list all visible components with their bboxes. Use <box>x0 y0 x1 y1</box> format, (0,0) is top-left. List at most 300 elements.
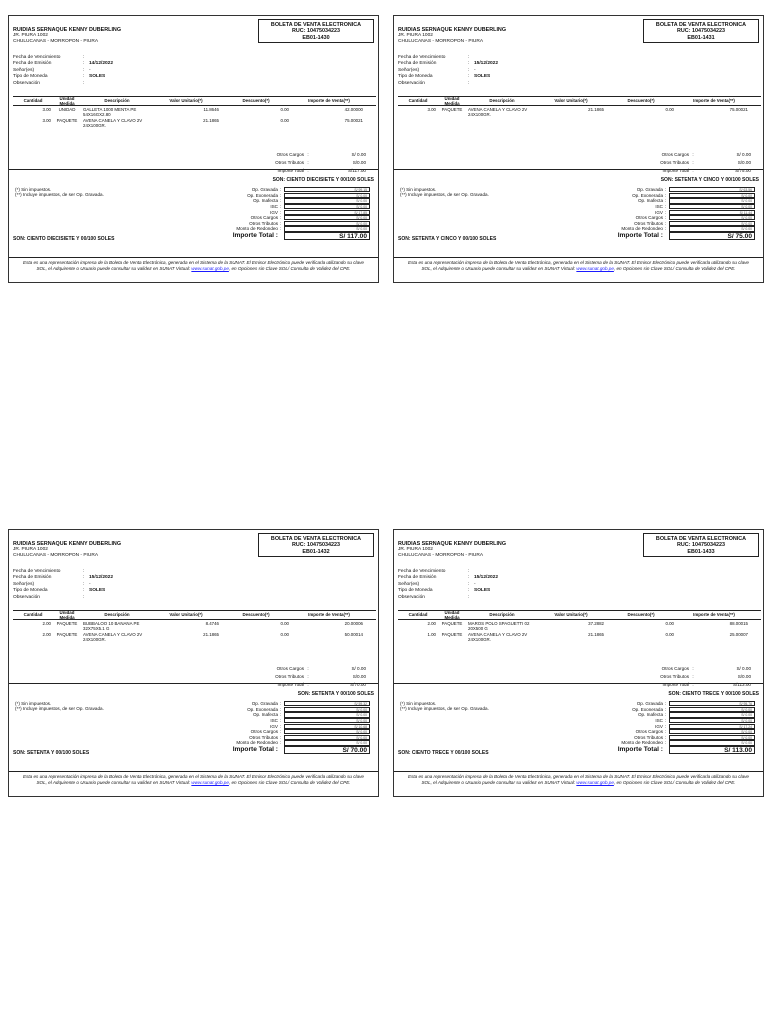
col-header-unit: Unidad Medida <box>59 95 75 106</box>
address-line: JR. PIURA 1002 <box>13 547 48 553</box>
note-line: (**) Incluye impuestos, de ser Op. Gravada. <box>400 706 489 712</box>
total-colon: : <box>665 209 667 215</box>
mid-total-value: S/0.00 <box>737 160 751 165</box>
field-colon: : <box>468 594 470 600</box>
total-value: S/ 0.00 <box>284 735 370 740</box>
total-label: Otros Tributos <box>249 220 278 226</box>
mid-total-label: Otros Tributos <box>275 674 304 679</box>
col-header-unit-value: Valor Unitario(*) <box>169 98 203 104</box>
mid-total-value: S/ 0.00 <box>736 152 751 157</box>
mid-total-value: S/75.00 <box>735 168 751 173</box>
total-colon: : <box>280 712 282 718</box>
item-discount: 0.00 <box>280 621 289 626</box>
total-value: S/ 11.44 <box>669 210 755 215</box>
note-line: (*) Sin impuestos. <box>400 701 437 706</box>
item-amount: 75.00021 <box>729 107 748 112</box>
document-number: EB01-1430 <box>302 34 330 41</box>
field-label: Señor(es) <box>13 67 35 73</box>
amount-in-words-left: SON: SETENTA Y 00/100 SOLES <box>13 750 90 756</box>
field-label: Fecha de Emisión <box>398 61 437 67</box>
total-label: Otros Cargos <box>635 729 663 735</box>
total-colon: : <box>280 701 282 707</box>
field-label: Fecha de Vencimiento <box>13 569 61 574</box>
total-label: Op. Inafecta <box>252 712 278 718</box>
mid-total-colon: : <box>307 152 309 157</box>
note-line: (*) Sin impuestos. <box>400 187 437 192</box>
total-colon: : <box>280 226 282 232</box>
field-label: Señor(es) <box>13 581 35 587</box>
section-divider <box>394 169 763 170</box>
total-colon: : <box>665 203 667 209</box>
field-label: Fecha de Emisión <box>13 61 52 67</box>
total-colon: : <box>665 717 667 723</box>
sunat-disclaimer <box>9 771 378 796</box>
note-line: (**) Incluye impuestos, de ser Op. Gravada. <box>15 706 104 712</box>
sunat-link[interactable]: www.sunat.gob.pe <box>191 266 229 272</box>
table-row <box>398 631 761 642</box>
total-label: Otros Tributos <box>249 734 278 740</box>
sunat-link[interactable]: www.sunat.gob.pe <box>576 266 614 272</box>
total-value: S/ 99.15 <box>284 187 370 192</box>
total-row <box>585 193 757 199</box>
field-colon: : <box>468 67 470 73</box>
tax-notes <box>400 187 489 198</box>
total-row <box>200 209 372 215</box>
total-row <box>585 215 757 221</box>
total-colon: : <box>280 209 282 215</box>
total-colon: : <box>665 226 667 232</box>
receipt-card <box>393 15 764 283</box>
ruc-number: RUC: 10475034223 <box>292 28 340 35</box>
field-label: Tipo de Moneda <box>398 588 433 594</box>
item-description: MAROS POLO SPAGUETTI 02 20X500 G <box>468 621 530 632</box>
total-row <box>200 204 372 210</box>
document-id-box <box>258 19 374 43</box>
issuer-block <box>13 541 243 558</box>
total-colon: : <box>665 734 667 740</box>
total-row <box>585 226 757 232</box>
document-type: BOLETA DE VENTA ELECTRONICA <box>655 536 747 542</box>
col-header-description: Descripción <box>489 612 515 618</box>
total-value: S/ 0.00 <box>669 707 755 712</box>
grand-total-value: S/ 70.00 <box>284 746 370 754</box>
issue-date: 14/12/2022 <box>89 61 114 67</box>
receipt-card <box>393 529 764 797</box>
amount-in-words: SON: SETENTA Y 00/100 SOLES <box>297 691 374 697</box>
item-discount: 0.00 <box>665 632 674 638</box>
sunat-disclaimer <box>394 257 763 282</box>
item-quantity: 2.00 <box>427 621 436 626</box>
total-label: Op. Gravada <box>636 187 663 193</box>
amount-in-words-left: SON: CIENTO DIECISIETE Y 00/100 SOLES <box>13 236 115 242</box>
total-colon: : <box>665 220 667 226</box>
item-unit-value: 21.1865 <box>203 118 219 124</box>
document-number: EB01-1432 <box>302 548 330 555</box>
field-row <box>13 595 263 601</box>
item-discount: 0.00 <box>280 107 289 112</box>
col-header-unit: Unidad Medida <box>444 609 460 620</box>
address-line: CHULUCANAS - MORROPON - PIURA <box>398 38 484 44</box>
mid-total-colon: : <box>692 682 694 687</box>
field-colon: : <box>468 61 470 67</box>
address-line: CHULUCANAS - MORROPON - PIURA <box>13 552 99 558</box>
grand-total-value: S/ 75.00 <box>669 232 755 240</box>
col-header-description: Descripción <box>489 98 515 104</box>
total-colon: : <box>665 701 667 707</box>
mid-total-row <box>611 674 751 682</box>
col-header-amount: Importe de Venta(**) <box>308 98 350 104</box>
grand-total-value: S/ 113.00 <box>669 746 755 754</box>
total-value: S/ 0.00 <box>284 740 370 745</box>
grand-total-label: Importe Total : <box>617 232 663 240</box>
field-label: Señor(es) <box>398 581 420 587</box>
col-header-amount: Importe de Venta(**) <box>693 98 735 104</box>
col-header-quantity: Cantidad <box>408 98 428 104</box>
grand-total-row <box>200 746 372 755</box>
total-row <box>585 735 757 741</box>
total-row <box>585 723 757 729</box>
mid-total-label: Importe Total <box>662 682 689 687</box>
amount-in-words-left: SON: SETENTA Y CINCO Y 00/100 SOLES <box>398 236 497 242</box>
total-label: Otros Cargos <box>635 215 663 221</box>
item-description: AVENA CANELA Y CLAVO 2V 24X100GR. <box>83 118 143 129</box>
total-value: S/ 0.00 <box>669 740 755 745</box>
item-amount: 42.00000 <box>344 107 363 112</box>
total-colon: : <box>665 187 667 193</box>
grand-total-value: S/ 117.00 <box>284 232 370 240</box>
col-header-unit: Unidad Medida <box>444 95 460 106</box>
total-label: Op. Exonerada <box>247 706 278 712</box>
col-header-unit: Unidad Medida <box>59 609 75 620</box>
total-label: ISC <box>270 717 278 723</box>
total-row <box>200 718 372 724</box>
item-unit: PAQUETE <box>441 632 463 638</box>
total-row <box>585 221 757 227</box>
currency-value: SOLES <box>474 588 491 594</box>
document-type: BOLETA DE VENTA ELECTRONICA <box>270 22 362 28</box>
issue-date: 15/12/2022 <box>474 575 499 581</box>
issue-date: 15/12/2022 <box>474 61 499 67</box>
total-label: Op. Inafecta <box>637 712 663 718</box>
document-type: BOLETA DE VENTA ELECTRONICA <box>270 536 362 542</box>
total-colon: : <box>280 734 282 740</box>
disclaimer-text: Esta es una representación impresa de la Boleta de Venta Electrónica, generada en el Sistema de la SUNAT. El Emisor Electrónico puede verificarla utilizando su clave SOL, el Adquirente o Usuario puede consultar su validez en SUNAT Virtual: <box>408 774 749 786</box>
total-label: IGV <box>270 209 278 215</box>
field-row <box>398 595 648 601</box>
item-discount: 0.00 <box>665 107 674 112</box>
total-colon: : <box>280 192 282 198</box>
sunat-link[interactable]: www.sunat.gob.pe <box>191 780 229 786</box>
field-colon: : <box>83 55 85 60</box>
document-fields <box>13 55 263 87</box>
item-unit: UNIDAD <box>58 107 76 112</box>
document-fields <box>13 569 263 601</box>
disclaimer-text: , en Opciones sin Clave SOL/ Consulta de Validez del CPE. <box>613 780 736 786</box>
field-label: Fecha de Emisión <box>398 575 437 581</box>
section-divider <box>9 683 378 684</box>
currency-value: SOLES <box>474 74 491 80</box>
mid-total-label: Importe Total <box>662 168 689 173</box>
address-line: CHULUCANAS - MORROPON - PIURA <box>13 38 99 44</box>
mid-total-value: S/113.00 <box>732 682 751 687</box>
total-label: Op. Gravada <box>251 701 278 707</box>
total-value: S/ 0.00 <box>669 204 755 209</box>
issuer-block <box>398 541 628 558</box>
item-quantity: 2.00 <box>42 632 51 638</box>
mid-total-value: S/0.00 <box>352 160 366 165</box>
items-table <box>398 610 761 642</box>
table-header <box>13 610 376 620</box>
total-label: Op. Gravada <box>636 701 663 707</box>
total-value: S/ 59.32 <box>284 701 370 706</box>
mid-total-label: Importe Total <box>277 682 304 687</box>
mid-total-label: Otros Cargos <box>661 152 689 157</box>
item-amount: 75.00021 <box>344 118 363 124</box>
total-label: IGV <box>270 723 278 729</box>
field-label: Observación <box>398 594 425 600</box>
item-amount: 25.00007 <box>729 632 748 638</box>
address-line: JR. PIURA 1002 <box>13 33 48 39</box>
mid-total-colon: : <box>307 160 309 165</box>
items-table <box>13 610 376 642</box>
table-header <box>13 96 376 106</box>
sunat-link[interactable]: www.sunat.gob.pe <box>576 780 614 786</box>
field-label: Tipo de Moneda <box>398 74 433 80</box>
total-value: S/ 0.00 <box>284 215 370 220</box>
table-row <box>13 631 376 642</box>
grand-total-row <box>585 232 757 241</box>
amount-in-words: SON: SETENTA Y CINCO Y 00/100 SOLES <box>660 177 759 183</box>
total-colon: : <box>280 198 282 204</box>
total-row <box>200 735 372 741</box>
item-unit-value: 8.4746 <box>205 621 219 626</box>
item-amount: 20.00006 <box>344 621 363 626</box>
mid-total-row <box>226 666 366 674</box>
total-colon: : <box>280 203 282 209</box>
total-value: S/ 0.00 <box>284 718 370 723</box>
grand-total-label: Importe Total : <box>232 232 278 240</box>
disclaimer-text: , en Opciones sin Clave SOL/ Consulta de Validez del CPE. <box>228 780 351 786</box>
mid-total-label: Otros Tributos <box>660 160 689 165</box>
field-label: Fecha de Vencimiento <box>398 569 446 574</box>
mid-total-colon: : <box>692 674 694 679</box>
document-fields <box>398 569 648 601</box>
totals-box <box>200 187 372 241</box>
field-label: Fecha de Vencimiento <box>398 55 446 60</box>
col-header-amount: Importe de Venta(**) <box>693 612 735 618</box>
mid-total-row <box>611 152 751 160</box>
disclaimer-text: Esta es una representación impresa de la Boleta de Venta Electrónica, generada en el Sistema de la SUNAT. El Emisor Electrónico puede verificarla utilizando su clave SOL, el Adquirente o Usuario puede consultar su validez en SUNAT Virtual: <box>23 260 364 272</box>
item-quantity: 2.00 <box>42 621 51 626</box>
total-value: S/ 0.00 <box>669 193 755 198</box>
col-header-quantity: Cantidad <box>23 98 43 104</box>
item-unit-value: 37.2882 <box>588 621 604 626</box>
total-value: S/ 0.00 <box>284 198 370 203</box>
mid-total-row <box>226 160 366 168</box>
total-colon: : <box>665 740 667 746</box>
total-colon: : <box>280 187 282 193</box>
field-label: Fecha de Vencimiento <box>13 55 61 60</box>
ruc-number: RUC: 10475034223 <box>677 542 725 549</box>
item-unit: PAQUETE <box>56 632 78 638</box>
receipt-card <box>8 15 379 283</box>
item-unit: PAQUETE <box>56 621 78 626</box>
address-line: JR. PIURA 1002 <box>398 33 433 39</box>
mid-total-colon: : <box>692 160 694 165</box>
total-value: S/ 0.00 <box>284 226 370 231</box>
document-id-box <box>258 533 374 557</box>
disclaimer-text: , en Opciones sin Clave SOL/ Consulta de Validez del CPE. <box>228 266 351 272</box>
receipt-card <box>8 529 379 797</box>
currency-value: SOLES <box>89 588 106 594</box>
item-description: AVENA CANELA Y CLAVO 2V 24X100GR. <box>468 107 528 118</box>
company-name: RUIDIAS SERNAQUE KENNY DUBERLING <box>398 27 507 33</box>
total-row <box>585 718 757 724</box>
field-label: Observación <box>13 594 40 600</box>
note-line: (**) Incluye impuestos, de ser Op. Gravada. <box>15 192 104 198</box>
mid-total-label: Otros Cargos <box>276 666 304 671</box>
grand-total-label: Importe Total : <box>232 746 278 754</box>
total-value: S/ 63.56 <box>669 187 755 192</box>
field-label: Fecha de Emisión <box>13 575 52 581</box>
total-row <box>200 193 372 199</box>
item-quantity: 1.00 <box>427 632 436 638</box>
total-label: Op. Inafecta <box>252 198 278 204</box>
item-description: BUBBALOO 10 BANANA PE 32X75X5.1 G <box>83 621 140 632</box>
mid-total-row <box>226 674 366 682</box>
field-colon: : <box>468 581 470 587</box>
total-value: S/ 0.00 <box>284 729 370 734</box>
item-unit: PAQUETE <box>441 107 463 112</box>
total-row <box>585 740 757 746</box>
mid-total-label: Importe Total <box>277 168 304 173</box>
item-unit: PAQUETE <box>441 621 463 626</box>
mid-total-row <box>611 666 751 674</box>
mid-totals <box>611 152 751 176</box>
total-row <box>585 707 757 713</box>
field-label: Observación <box>13 80 40 86</box>
mid-total-value: S/0.00 <box>352 674 366 679</box>
amount-in-words: SON: CIENTO TRECE Y 00/100 SOLES <box>668 691 759 697</box>
table-header <box>398 96 761 106</box>
field-colon: : <box>83 67 85 73</box>
mid-total-colon: : <box>307 682 309 687</box>
item-unit-value: 21.1865 <box>588 632 604 638</box>
total-value: S/ 0.00 <box>669 735 755 740</box>
item-unit-value: 21.1865 <box>588 107 604 112</box>
mid-total-label: Otros Cargos <box>661 666 689 671</box>
item-unit: PAQUETE <box>56 118 78 124</box>
total-row <box>200 226 372 232</box>
totals-box <box>585 187 757 241</box>
total-row <box>585 204 757 210</box>
field-label: Tipo de Moneda <box>13 588 48 594</box>
total-label: Op. Exonerada <box>632 706 663 712</box>
disclaimer-text: , en Opciones sin Clave SOL/ Consulta de Validez del CPE. <box>613 266 736 272</box>
col-header-unit-value: Valor Unitario(*) <box>554 98 588 104</box>
total-colon: : <box>280 729 282 735</box>
total-colon: : <box>665 729 667 735</box>
note-line: (*) Sin impuestos. <box>15 701 52 706</box>
field-colon: : <box>468 588 470 594</box>
col-header-discount: Descuento(*) <box>627 98 655 104</box>
totals-box <box>585 701 757 755</box>
mid-total-value: S/117.00 <box>347 168 366 173</box>
total-value: S/ 0.00 <box>669 729 755 734</box>
total-label: IGV <box>655 723 663 729</box>
item-discount: 0.00 <box>665 621 674 626</box>
field-colon: : <box>468 569 470 574</box>
total-label: IGV <box>655 209 663 215</box>
mid-totals <box>226 666 366 690</box>
table-body <box>398 106 761 117</box>
col-header-discount: Descuento(*) <box>242 98 270 104</box>
total-colon: : <box>280 706 282 712</box>
field-colon: : <box>468 55 470 60</box>
table-body <box>398 620 761 642</box>
field-label: Observación <box>398 80 425 86</box>
table-row <box>398 620 761 631</box>
item-amount: 88.00015 <box>729 621 748 626</box>
field-colon: : <box>83 594 85 600</box>
total-label: Op. Exonerada <box>247 192 278 198</box>
customer-value: - <box>474 581 476 587</box>
total-value: S/ 0.00 <box>284 707 370 712</box>
table-row <box>13 117 376 128</box>
total-label: Monto de Redondeo <box>236 740 278 746</box>
section-divider <box>394 683 763 684</box>
field-colon: : <box>83 80 85 86</box>
field-row <box>13 81 263 87</box>
table-row <box>13 620 376 631</box>
field-colon: : <box>83 74 85 80</box>
total-row <box>200 187 372 193</box>
table-row <box>398 106 761 117</box>
note-line: (*) Sin impuestos. <box>15 187 52 192</box>
amount-in-words: SON: CIENTO DIECISIETE Y 00/100 SOLES <box>272 177 374 183</box>
col-header-amount: Importe de Venta(**) <box>308 612 350 618</box>
grand-total-row <box>200 232 372 241</box>
item-unit-value: 11.8646 <box>203 107 219 112</box>
col-header-discount: Descuento(*) <box>627 612 655 618</box>
total-row <box>585 712 757 718</box>
grand-total-label: Importe Total : <box>617 746 663 754</box>
total-label: ISC <box>655 717 663 723</box>
total-row <box>585 729 757 735</box>
total-row <box>200 221 372 227</box>
customer-value: - <box>89 67 91 73</box>
note-line: (**) Incluye impuestos, de ser Op. Gravada. <box>400 192 489 198</box>
col-header-discount: Descuento(*) <box>242 612 270 618</box>
total-label: Otros Cargos <box>250 215 278 221</box>
sunat-disclaimer <box>9 257 378 282</box>
total-row <box>585 187 757 193</box>
total-label: Monto de Redondeo <box>236 226 278 232</box>
total-colon: : <box>280 220 282 226</box>
mid-total-value: S/ 0.00 <box>351 666 366 671</box>
document-id-box <box>643 533 759 557</box>
col-header-unit-value: Valor Unitario(*) <box>554 612 588 618</box>
item-quantity: 3.00 <box>427 107 436 112</box>
col-header-quantity: Cantidad <box>23 612 43 618</box>
total-value: S/ 0.00 <box>284 193 370 198</box>
items-table <box>13 96 376 128</box>
mid-totals <box>226 152 366 176</box>
total-row <box>585 209 757 215</box>
mid-total-colon: : <box>692 666 694 671</box>
table-body <box>13 106 376 128</box>
total-value: S/ 0.00 <box>669 226 755 231</box>
